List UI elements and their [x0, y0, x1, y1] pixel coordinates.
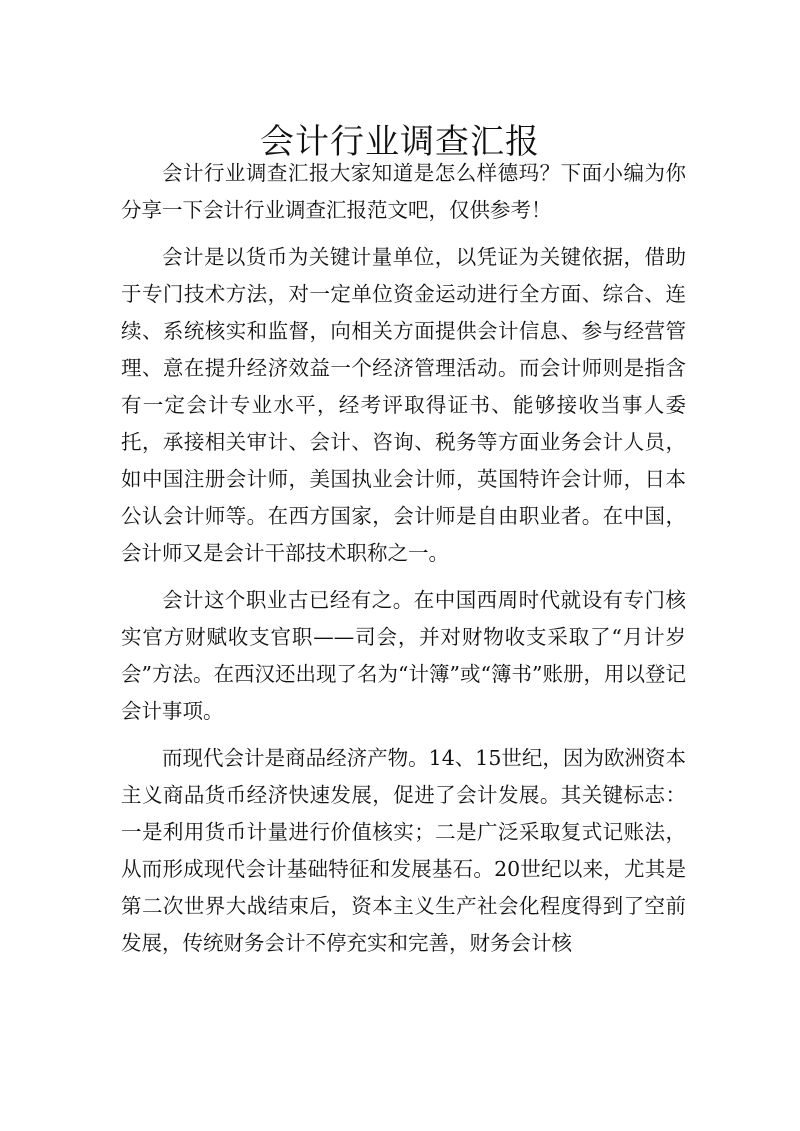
- paragraph-intro: 会计行业调查汇报大家知道是怎么样德玛？下面小编为你分享一下会计行业调查汇报范文吧，仅供参考！: [121, 161, 686, 222]
- paragraph-definition: 会计是以货币为关键计量单位，以凭证为关键依据，借助于专门技术方法，对一定单位资金运动进行全方面、综合、连续、系统核实和监督，向相关方面提供会计信息、参与经营管理、意在提升经济效益一个经济管理活动。而会计师则是指含有一定会计专业水平，经考评取得证书、能够接收当事人委托，承接相关审计、会计、咨询、税务等方面业务会计人员，如中国注册会计师，美国执业会计师，英国特许会计师，日本公认会计师等。在西方国家，会计师是自由职业者。在中国，会计师又是会计干部技术职称之一。: [121, 245, 686, 565]
- document-title: 会计行业调查汇报: [260, 121, 540, 162]
- document-body: [121, 155, 686, 972]
- paragraph-modern: 而现代会计是商品经济产物。14、15世纪，因为欧洲资本主义商品货币经济快速发展，促进了会计发展。其关键标志：一是利用货币计量进行价值核实；二是广泛采取复式记账法，从而形成现代会计基础特征和发展基石。20世纪以来，尤其是第二次世界大战结束后，资本主义生产社会化程度得到了空前发展，传统财务会计不停充实和完善，财务会计核: [121, 746, 686, 955]
- paragraph-history: 会计这个职业古已经有之。在中国西周时代就设有专门核实官方财赋收支官职——司会，并对财物收支采取了“月计岁会”方法。在西汉还出现了名为“计簿”或“簿书”账册，用以登记会计事项。: [121, 588, 686, 723]
